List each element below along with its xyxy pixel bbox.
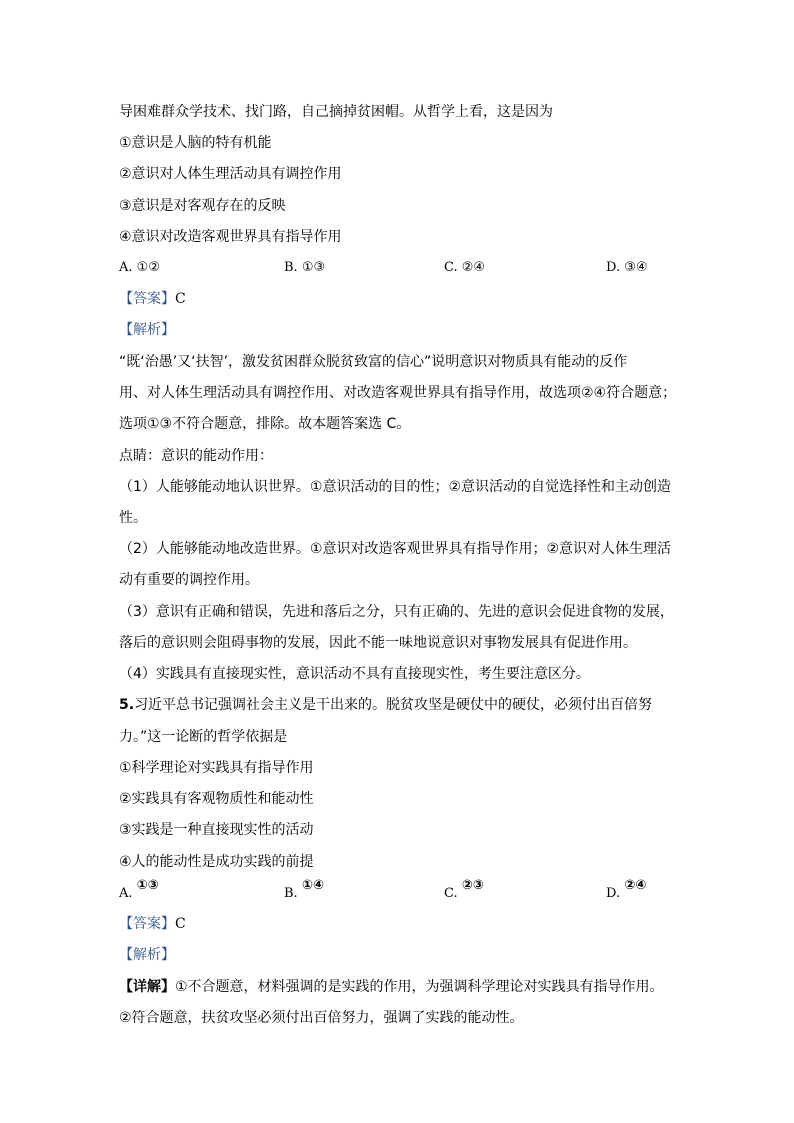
statement-4: ④人的能动性是成功实践的前提 bbox=[119, 854, 314, 870]
option-value: ②④ bbox=[461, 260, 486, 275]
option-value: ②④ bbox=[624, 878, 647, 893]
tip-line: （2）人能够能动地改造世界。①意识对改造客观世界具有指导作用；②意识对人体生理活 bbox=[119, 541, 672, 557]
tip-line: 性。 bbox=[119, 510, 147, 526]
option-a bbox=[119, 258, 160, 278]
option-value: ②③ bbox=[461, 878, 484, 893]
option-letter: A. bbox=[119, 886, 133, 901]
statement-2: ②实践具有客观物质性和能动性 bbox=[119, 791, 314, 807]
option-a bbox=[119, 878, 159, 904]
analysis-label: 【解析】 bbox=[119, 947, 175, 963]
option-letter: C. bbox=[444, 260, 458, 275]
option-d bbox=[606, 878, 647, 904]
answer-line bbox=[119, 289, 186, 309]
option-value: ①④ bbox=[301, 878, 324, 893]
option-value: ①③ bbox=[301, 260, 326, 275]
option-value: ①③ bbox=[136, 878, 159, 893]
answer-value: C bbox=[175, 916, 186, 932]
tip-line: 动有重要的调控作用。 bbox=[119, 572, 259, 588]
analysis-line: “既‘治愚’又‘扶智’，激发贫困群众脱贫致富的信心”说明意识对物质具有能动的反作 bbox=[119, 354, 628, 370]
detail-line-1: 【详解】①不合题意，材料强调的是实践的作用，为强调科学理论对实践具有指导作用。 bbox=[119, 979, 664, 995]
question-stem: 导困难群众学技术、找门路，自己摘掉贫困帽。从哲学上看，这是因为 bbox=[119, 104, 553, 120]
statement-3: ③实践是一种直接现实性的活动 bbox=[119, 822, 314, 838]
option-b bbox=[284, 258, 325, 278]
tip-line: （1）人能够能动地认识世界。①意识活动的目的性；②意识活动的自觉选择性和主动创造 bbox=[119, 479, 672, 495]
answer-label: 【答案】 bbox=[119, 291, 175, 307]
statement-1: ①科学理论对实践具有指导作用 bbox=[119, 760, 314, 776]
analysis-line: 选项①③不符合题意，排除。故本题答案选 C。 bbox=[119, 416, 411, 432]
question-5-stem-line-2: 力。”这一论断的哲学依据是 bbox=[119, 729, 288, 745]
question-5-stem-line-1: 5.习近平总书记强调社会主义是干出来的。脱贫攻坚是硬仗中的硬仗，必须付出百倍努 bbox=[119, 697, 653, 713]
option-letter: D. bbox=[606, 260, 621, 275]
statement-3: ③意识是对客观存在的反映 bbox=[119, 198, 286, 214]
answer-value: C bbox=[175, 291, 186, 307]
tip-line: （4）实践具有直接现实性，意识活动不具有直接现实性，考生要注意区分。 bbox=[119, 666, 590, 682]
statement-4: ④意识对改造客观世界具有指导作用 bbox=[119, 229, 342, 245]
option-d bbox=[606, 258, 648, 278]
option-letter: D. bbox=[606, 886, 621, 901]
option-letter: B. bbox=[284, 260, 298, 275]
tip-line: （3）意识有正确和错误，先进和落后之分，只有正确的、先进的意识会促进食物的发展， bbox=[119, 604, 674, 620]
option-value: ①② bbox=[136, 260, 160, 275]
option-c bbox=[444, 258, 485, 278]
tip-line: 落后的意识则会阻碍事物的发展，因此不能一味地说意识对事物发展具有促进作用。 bbox=[119, 635, 637, 651]
option-letter: A. bbox=[119, 260, 133, 275]
answer-line bbox=[119, 914, 186, 934]
analysis-line: 用、对人体生理活动具有调控作用、对改造客观世界具有指导作用，故选项②④符合题意； bbox=[119, 385, 677, 401]
option-value: ③④ bbox=[624, 260, 648, 275]
option-letter: B. bbox=[284, 886, 298, 901]
option-b bbox=[284, 878, 324, 904]
statement-2: ②意识对人体生理活动具有调控作用 bbox=[119, 166, 342, 182]
detail-label: 【详解】 bbox=[119, 979, 175, 995]
question-number: 5. bbox=[119, 697, 135, 713]
statement-1: ①意识是人脑的特有机能 bbox=[119, 135, 272, 151]
analysis-label: 【解析】 bbox=[119, 322, 175, 338]
option-letter: C. bbox=[444, 886, 458, 901]
tip-title: 点睛：意识的能动作用： bbox=[119, 448, 273, 464]
detail-line-2: ②符合题意，扶贫攻坚必须付出百倍努力，强调了实践的能动性。 bbox=[119, 1010, 524, 1026]
option-c bbox=[444, 878, 484, 904]
answer-label: 【答案】 bbox=[119, 916, 175, 932]
